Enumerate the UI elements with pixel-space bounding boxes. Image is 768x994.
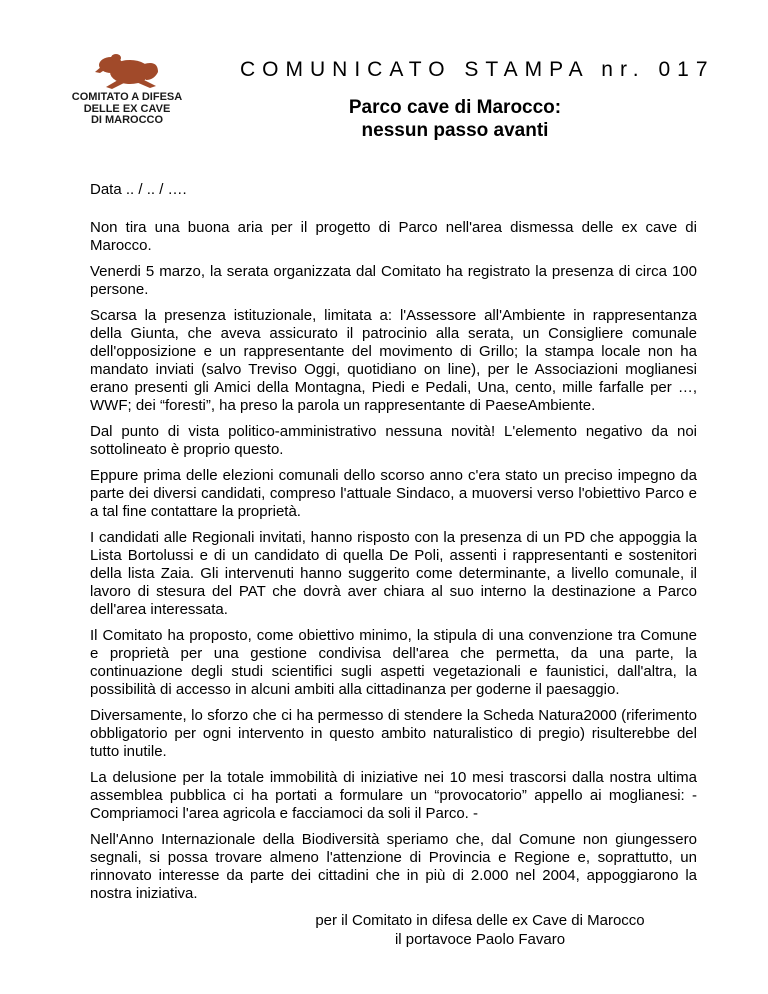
document-title: COMUNICATO STAMPA nr. 017 [240, 58, 715, 81]
paragraph: Dal punto di vista politico-amministrativo nessuna novità! L'elemento negativo da noi sottolineato è proprio questo. [90, 423, 697, 458]
paragraph: Il Comitato ha proposto, come obiettivo minimo, la stipula di una convenzione tra Comune e proprietà per una gestione condivisa dell'area che permetta, da una parte, la continuazione degli studi scientifici sugli aspetti vegetazionali e faunistici, dall'altra, la possibilità di accesso in alcuni ambiti alla cittadinanza per goderne il paesaggio. [90, 627, 697, 698]
subtitle-line: Parco cave di Marocco: [348, 97, 562, 118]
document-subtitle [270, 96, 640, 142]
paragraph: Eppure prima delle elezioni comunali dello scorso anno c'era stato un preciso impegno da parte dei diversi candidati, compreso l'attuale Sindaco, a muoversi verso l'obiettivo Parco e a tal fine contattare la proprietà. [90, 467, 697, 520]
paragraph: Diversamente, lo sforzo che ci ha permesso di stendere la Scheda Natura2000 (riferimento obbligatorio per ogni intervento in questo ambito naturalistico di pregio) risulterebbe del tutto inutile. [90, 707, 697, 760]
committee-logo [62, 50, 192, 127]
paragraph: Nell'Anno Internazionale della Biodiversità speriamo che, dal Comune non giungessero segnali, si possa trovare almeno l'attenzione di Provincia e Regione e, soprattutto, un rinnovato interesse da parte dei cittadini che in più di 2.000 nel 2004, appoggiarono la nostra iniziativa. [90, 831, 697, 902]
logo-line: DI MAROCCO [90, 114, 164, 126]
subtitle-line: nessun passo avanti [361, 120, 549, 141]
press-release-body [90, 219, 697, 911]
paragraph: Venerdi 5 marzo, la serata organizzata dal Comitato ha registrato la presenza di circa 100 persone. [90, 263, 697, 298]
paragraph: Non tira una buona aria per il progetto di Parco nell'area dismessa delle ex cave di Marocco. [90, 219, 697, 254]
paragraph: Scarsa la presenza istituzionale, limitata a: l'Assessore all'Ambiente in rappresentanza della Giunta, che aveva assicurato il patrocinio alla serata, un Consigliere comunale dell'opposizione e un rappresentante del movimento di Grillo; la stampa locale non ha mandato inviati (salvo Treviso Oggi, quotidiano on line), per le Associazioni moglianesi erano presenti gli Amici della Montagna, Piedi e Pedali, Una, cento, mille farfalle per …, WWF; dei “foresti”, ha preso la parola un rappresentante di PaeseAmbiente. [90, 307, 697, 414]
frog-icon [62, 50, 192, 90]
signature-line: il portavoce Paolo Favaro [394, 931, 566, 948]
paragraph: La delusione per la totale immobilità di iniziative nei 10 mesi trascorsi dalla nostra ultima assemblea pubblica ci ha portati a formulare un “provocatorio” appello ai moglianesi: - Compriamoci l'area agricola e facciamoci da soli il Parco. - [90, 769, 697, 822]
signature [280, 911, 680, 949]
logo-text [62, 92, 192, 127]
paragraph: I candidati alle Regionali invitati, hanno risposto con la presenza di un PD che appoggia la Lista Bortolussi e di un candidato di quella De Poli, assenti i rappresentanti e sostenitori della lista Zaia. Gli intervenuti hanno suggerito come determinante, a livello comunale, il lavoro di stesura del PAT che dovrà aver chiara al suo interno la destinazione a Parco dell'area interessata. [90, 529, 697, 618]
date-line: Data .. / .. / …. [90, 181, 187, 198]
logo-line: COMITATO A DIFESA [71, 91, 183, 103]
logo-line: DELLE EX CAVE [83, 102, 171, 115]
signature-line: per il Comitato in difesa delle ex Cave di Marocco [315, 912, 645, 929]
